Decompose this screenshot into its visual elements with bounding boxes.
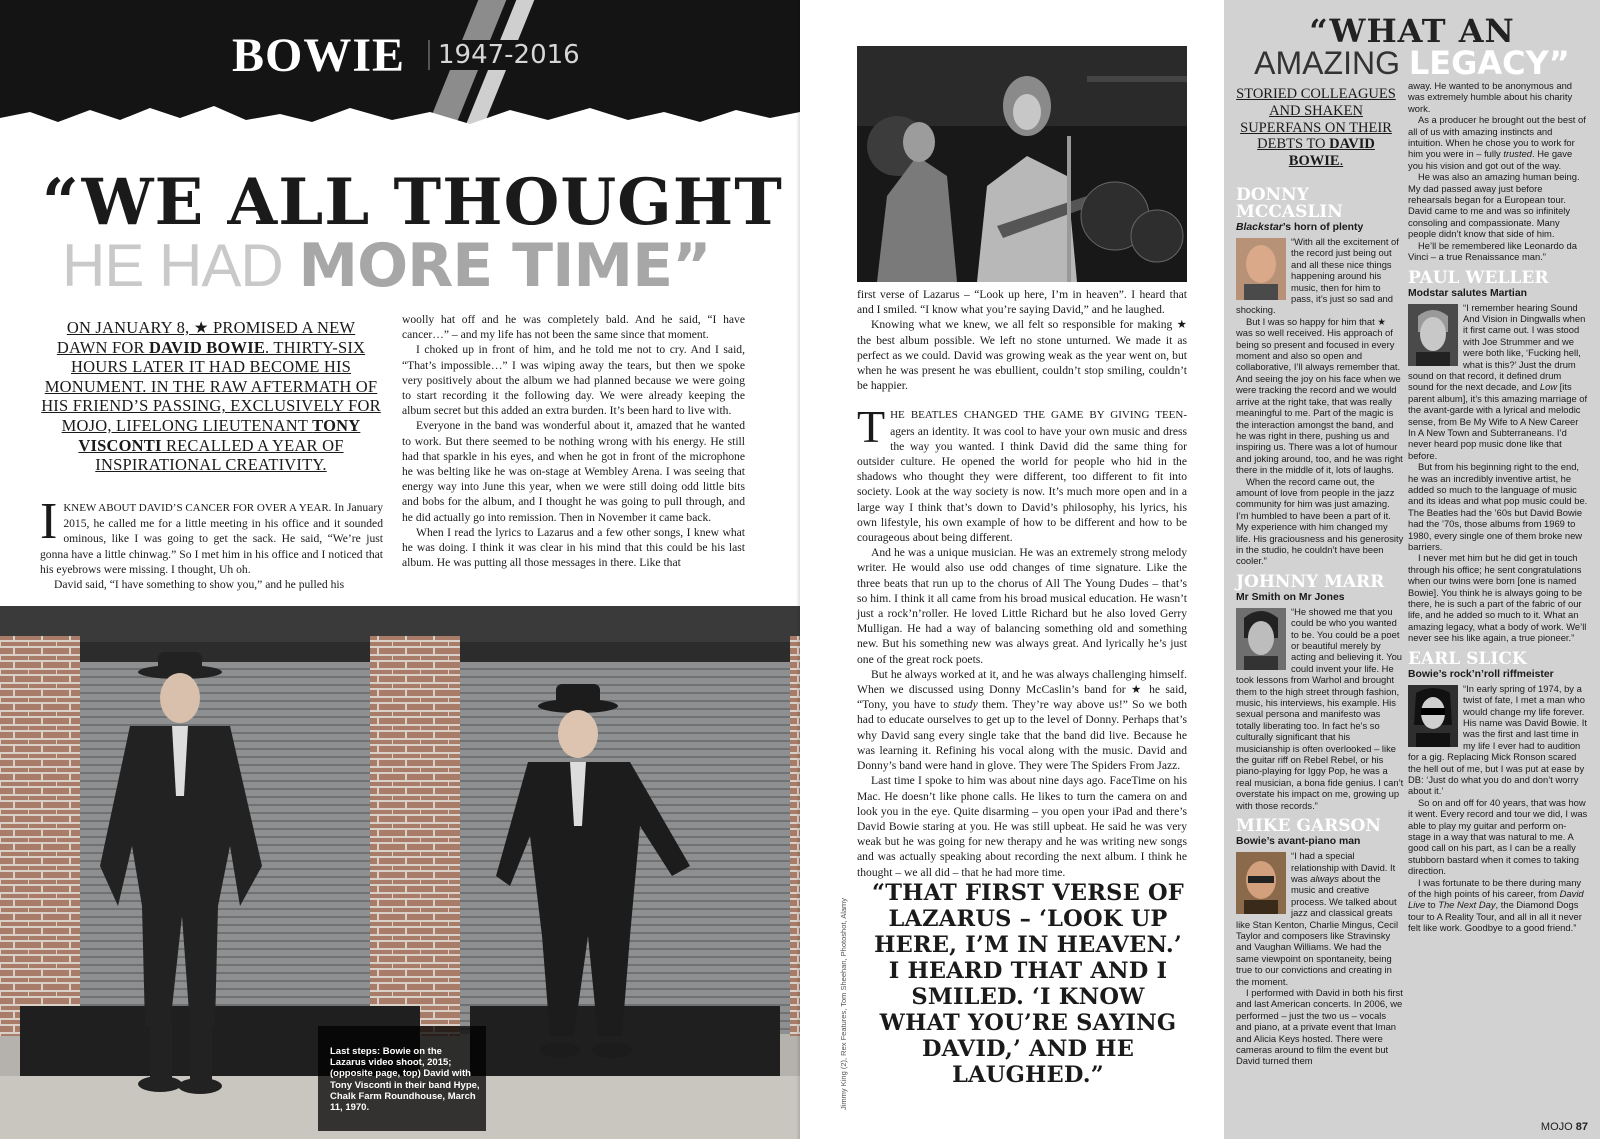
tribute-paragraph: But I was so happy for him that ★ was so well received. His approach of being so present and focused in every moment and also so open and collaborative, I’ll always remember that. And seeing the joy on his face when we were tracking the record and we would arrive at the right take, that was really meaningful to me. Part of the magic is the interaction amongst the band, and he was right in there, pushing us and inspiring us. There was a lot of humour and joking around, too, and he was right there in the middle of it, lots of laughs. bbox=[1236, 315, 1403, 476]
photo-illustration bbox=[857, 46, 1187, 282]
standfirst-bold: TONY VISCONTI bbox=[78, 415, 361, 455]
tribute-italic: The Next Day bbox=[1438, 899, 1496, 911]
tribute-paragraph: “In early spring of 1974, by a twist of fate, I met a man who would change my life forever. His name was David Bowie. It was the first and last time in my life I ever had to audition for a gig. Replacing Mick Ronson scared the hell out of me, but I was put at ease by DB: ‘Just do what you do and don’t worry about it.’ bbox=[1408, 682, 1588, 797]
tribute-tag-text: ’s horn of plenty bbox=[1282, 222, 1364, 233]
tribute-tag: Modstar salutes Martian bbox=[1408, 287, 1527, 299]
photo-credit: Jimmy King (2), Rex Features, Tom Sheehan, Photoshot, Alamy bbox=[839, 897, 848, 1110]
photo-caption: Last steps: Bowie on the Lazarus video shoot, 2015; (opposite page, top) David with Tony Visconti in their band Hype, Chalk Farm Roundhouse, March 11, 1970. bbox=[330, 1046, 480, 1114]
article-paragraph bbox=[857, 401, 1187, 545]
drop-cap: T bbox=[857, 401, 886, 453]
tribute-italic: always bbox=[1310, 872, 1339, 884]
sidebar-standfirst-text: . bbox=[1339, 153, 1344, 170]
sidebar-standfirst-bold: DAVID BOWIE bbox=[1288, 136, 1375, 170]
standfirst-text: ON JANUARY 8, ★ PROMISED A NEW DAWN FOR bbox=[56, 318, 356, 357]
article-paragraph: And he was a unique musician. He was an extremely strong melody writer. He would also use odd changes of time signature. Like the three beats that run up to the chorus of All The Young Dudes – that’s so him. I think it all came from his broad musical education. He wasn’t just a rock’n’roller. He loved Little Richard but he also loved Gerry Mulligan. He had a way of balancing something old and something new. But his something new was always great. And lyrically he’s just one of the great rock poets. bbox=[857, 546, 1187, 666]
headline-line-2 bbox=[62, 231, 711, 301]
paragraph-text: But he always worked at it, and he was always challenging himself. When we discussed using Donny McCaslin’s band for ★ he said, “Tony, you have to bbox=[857, 667, 1187, 712]
article-paragraph bbox=[40, 493, 384, 577]
tribute-name-earl: EARL SLICK bbox=[1408, 648, 1527, 669]
tribute-paragraph: “He showed me that you could be who you wanted to be. You could be a poet or beautiful merely by acting and believing it. You could invent your life. He took lessons from Warhol and brought them to the high street through fashion, music, his interviews, his example. His sexual persona and manifesto was totally liberating too. In fact he’s so culturally significant that his musicianship is often overlooked – like the guitar riff on Rebel Rebel, or his piano-playing for Iggy Pop, he was a real musician, a bona fide genius. I can’t overstate his impact on me, growing up with those records.” bbox=[1236, 605, 1404, 811]
hype-band-photo bbox=[857, 46, 1187, 282]
tribute-paragraph: I performed with David in both his first and last American concerts. In 2006, we performed – just the two us – vocals and piano, at a private event that Iman and Alicia Keys hosted. There were cameras around to film the event but David turned them bbox=[1236, 986, 1403, 1067]
paragraph-text: In January 2015, he called me for a little meeting in his office and it sounded ominous, like I was going to get the sack. He said, “We’re just gonna have a little chinwag.” So I met him in his office and I noticed that his eyebrows were missing. I thought, Uh oh. bbox=[40, 501, 384, 576]
tribute-paragraph: He’ll be remembered like Leonardo da Vinci – a true Renaissance man.” bbox=[1408, 239, 1577, 263]
tribute-text: As a producer he brought out the best of all of us with amazing instincts and intuition. When he chose you to work for him you were in – fully bbox=[1408, 114, 1586, 160]
section-years: 1947-2016 bbox=[428, 40, 588, 70]
standfirst-bold: DAVID BOWIE bbox=[148, 337, 266, 357]
mike-garson-portrait bbox=[1236, 852, 1286, 914]
lead-caps: KNEW ABOUT DAVID’S CANCER FOR OVER A YEAR. bbox=[63, 502, 332, 514]
sidebar-title-line-1: “WHAT AN bbox=[1309, 12, 1515, 50]
article-paragraph: Everyone in the band was wonderful about it, amazed that he wanted to work. But there seemed to be nothing wrong with his energy. He still had that sparkle in his eyes, and when he got in front of the microphone he was belting like he was on-stage at Wembley Arena. I was seeing that energy way into June this year, when we were still doing odd little bits and bobs for the album, and I thought he was going to pull through, and he did actually go into remission. Then in November it came back. bbox=[402, 419, 745, 524]
lazarus-shoot-photo bbox=[0, 606, 800, 1139]
tribute-tag: Mr Smith on Mr Jones bbox=[1236, 591, 1345, 603]
article-paragraph: When I read the lyrics to Lazarus and a few other songs, I knew what he was doing. I think it was clear in his mind that this could be his last album. He was putting all those messages in there. Like that bbox=[402, 525, 745, 570]
tribute-name-donny: DONNY MCCASLIN bbox=[1236, 185, 1343, 222]
standfirst bbox=[40, 318, 382, 475]
folio-magazine: MOJO bbox=[1540, 1121, 1573, 1133]
tribute-name-johnny: JOHNNY MARR bbox=[1236, 571, 1385, 592]
tribute-paragraph: He was also an amazing human being. My dad passed away just before rehearsals began for a European tour. David came to me and was so infinitely consoling and compassionate. Many people didn’t know that side of him. bbox=[1408, 171, 1580, 240]
tribute-text: “I remember hearing Sound And Vision in Dingwalls when it first came out. I was stood with Joe Strummer and we were both like, ‘Fucking hell, what is this?’ Just the drum sound on that record, it defined drum sound for the next decade, and bbox=[1408, 301, 1586, 393]
tribute-paragraph bbox=[1408, 877, 1588, 934]
tribute-name-paul: PAUL WELLER bbox=[1408, 267, 1549, 288]
tribute-paragraph: So on and off for 40 years, that was how it went. Every record and tour we did, I was able to play my guitar and perform on-stage in a way that was natural to me. A good call on his part, as I can be a really stubborn bastard when it comes to taking direction. bbox=[1408, 796, 1588, 877]
earl-slick-portrait bbox=[1408, 685, 1458, 747]
tribute-paragraph: When the record came out, the amount of love from people in the jazz community for him was just amazing. I’m humbled to have been a part of it. My experience with him changed my life. His graciousness and his generosity in the studio, he couldn’t have been cooler.” bbox=[1236, 475, 1404, 567]
tribute-text: “I had a special relationship with David. It was bbox=[1291, 850, 1396, 884]
drop-cap: I bbox=[40, 493, 58, 550]
article-paragraph: Knowing what we knew, we all felt so responsible for making ★ the best album possible. We left no stone unturned. We made it as perfect as we could. David was growing weak as the year went on, but when he was present he was ebullient, couldn’t stop smiling, couldn’t be happier. bbox=[857, 318, 1187, 393]
johnny-marr-portrait bbox=[1236, 608, 1286, 670]
standfirst-text: . THIRTY-SIX HOURS LATER IT HAD BECOME HIS MONUMENT. IN THE RAW AFTERMATH OF HIS FRIEND’S PASSING, EXCLUSIVELY FOR MOJO, LIFELONG LIEUTENANT bbox=[41, 337, 381, 435]
sidebar-title-line-2 bbox=[1224, 46, 1600, 80]
tribute-italic: Low bbox=[1539, 381, 1558, 393]
right-page bbox=[800, 0, 1600, 1139]
pull-quote: “THAT FIRST VERSE OF LAZARUS – ‘LOOK UP HERE, I’M IN HEAVEN.’ I HEARD THAT AND I SMILED. ‘I KNOW WHAT YOU’RE SAYING DAVID,’ AND HE LAUGHED.” bbox=[872, 880, 1184, 1088]
tribute-paragraph: But from his beginning right to the end, he was an incredibly inventive artist, he added so much to the language of music and its ideas and what pop music could be. The Beatles had the ’60s but David Bowie had the ’70s, those albums from 1969 to 1980, every single one of them broke new barriers. bbox=[1408, 461, 1588, 553]
tribute-paragraph: away. He wanted to be anonymous and was extremely humble about his charity work. bbox=[1408, 80, 1573, 114]
page-folio bbox=[1541, 1121, 1588, 1133]
paragraph-italic: study bbox=[953, 698, 978, 712]
tribute-text: [its parent album], it’s this amazing marriage of the avant-garde with a lyrical and melodic sense, from Be My Wife to A New Career In A New Town and Subterraneans. I’d never heard pop music done like that before. bbox=[1408, 381, 1588, 461]
torn-paper-edge bbox=[0, 96, 800, 156]
article-column-3 bbox=[857, 287, 1187, 880]
folio-page-number: 87 bbox=[1575, 1121, 1588, 1133]
tribute-text: about the music and creative process. We talked about jazz and classical greats like Stan Kenton, Charlie Mingus, Cecil Taylor and composers like Stravinsky and Vaughan Williams. We had the same viewpoint on spontaneity, being true to our convictions and creating in the moment. bbox=[1236, 872, 1399, 987]
tribute-paragraph: I never met him but he did get in touch through his office; he sent congratulations when our twins were born [one is named Bowie]. You think he is always going to be there, he is such a part of the fabric of our life, and he added so much to it. What an amazing legacy, what a body of work. We’ll never see his like again, a true pioneer.” bbox=[1408, 552, 1587, 644]
tribute-italic: trusted bbox=[1503, 148, 1533, 160]
headline-light: HE HAD bbox=[62, 232, 299, 299]
tribute-text: . He gave you his vision and got out of the way. bbox=[1408, 148, 1573, 171]
legacy-sidebar bbox=[1224, 0, 1600, 1139]
tribute-tag bbox=[1236, 221, 1404, 234]
tribute-text: to bbox=[1425, 899, 1439, 911]
section-title: BOWIE bbox=[232, 29, 406, 82]
tribute-tag: Bowie’s avant-piano man bbox=[1236, 836, 1361, 848]
lead-caps: HE BEATLES CHANGED THE GAME BY GIVING TEEN- bbox=[890, 409, 1187, 422]
article-paragraph bbox=[857, 667, 1187, 773]
donny-mccaslin-portrait bbox=[1236, 238, 1286, 300]
sidebar-standfirst bbox=[1236, 86, 1396, 170]
article-paragraph: first verse of Lazarus – “Look up here, I’m in heaven”. I heard that and I smiled. “I know what you’re saying David,” and he laughed. bbox=[857, 288, 1187, 317]
article-paragraph: woolly hat off and he was completely bald. And he said, “I have cancer…” – and my life has not been the same since that moment. bbox=[402, 313, 745, 342]
sidebar-column-right bbox=[1408, 80, 1588, 934]
tribute-name-mike: MIKE GARSON bbox=[1236, 816, 1381, 837]
tribute-text: , the Diamond Dogs tour to A Reality Tour, and all in all it never felt like work. Goodbye to a good friend.” bbox=[1408, 899, 1582, 934]
article-paragraph: David said, “I have something to show you,” and he pulled his bbox=[54, 578, 345, 592]
sidebar-column-left bbox=[1236, 180, 1404, 1067]
standfirst-text: RECALLED A YEAR OF INSPIRATIONAL CREATIVITY. bbox=[95, 435, 344, 475]
article-paragraph: I choked up in front of him, and he told me not to cry. And I said, “That’s impossible…” I was wiping away the tears, but then we spoke very positively about the album we had planned because we were going to start recording it the following day. We were already keeping the album secret but this added an extra burden. It’s been hard to live with. bbox=[402, 343, 745, 418]
headline-line-1: “WE ALL THOUGHT bbox=[42, 165, 783, 240]
tribute-tag-italic: Blackstar bbox=[1236, 222, 1283, 233]
article-column-1 bbox=[40, 493, 384, 592]
tribute-text: I was fortunate to be there during many of the high points of his career, from bbox=[1408, 876, 1582, 899]
paragraph-text: agers an identity. It was cool to have your own music and dress the way you wanted. I think David did the same thing for outsider culture. He opened the world for people who hid in the shadows who thought they were different, too different to fit into society. Look at the way society is now. It’s much more open and in a large way I think that’s down to David’s philosophy, his lyrics, his own lifestyle, his own example of how to be different and how to be courageous about being different. bbox=[857, 424, 1187, 545]
tribute-paragraph bbox=[1408, 114, 1588, 171]
article-paragraph: Last time I spoke to him was about nine days ago. FaceTime on his Mac. He doesn’t like phone calls. He likes to turn the camera on and look you in the eye. Quite disarming – you open your iPad and there’s David Bowie staring at you. He was still upbeat. He said he was very weak but he was going for new therapy and he was writing new songs and was actually speaking about recording the next album. I think he thought – we all did – that he had more time. bbox=[857, 774, 1187, 879]
sidebar-standfirst-text: STORIED COLLEAGUES AND SHAKEN SUPERFANS ON THEIR DEBTS TO bbox=[1236, 86, 1396, 153]
paragraph-text: them. They’re way above us!” So we both had to educate ourselves to get up to the level of Donny. Perhaps that’s why David sang every single take that the band did live. Because he was learning it. Refining his vocal along with the music. David and Donny’s band were hand in glove. They were The Spiders From Jazz. bbox=[857, 698, 1188, 773]
headline-bold: MORE TIME” bbox=[298, 231, 711, 301]
article-column-2 bbox=[402, 312, 745, 570]
tribute-tag: Bowie’s rock’n’roll riffmeister bbox=[1408, 668, 1554, 680]
sidebar-title-light: AMAZING bbox=[1254, 45, 1409, 81]
tribute-paragraph: “With all the excitement of the record just being out and all these nice things happening around his music, then for him to pass, it’s just so sad and shocking. bbox=[1236, 236, 1399, 316]
paul-weller-portrait bbox=[1408, 304, 1458, 366]
tribute-italic: David Live bbox=[1408, 888, 1584, 911]
sidebar-title-bold: LEGACY” bbox=[1408, 44, 1570, 82]
